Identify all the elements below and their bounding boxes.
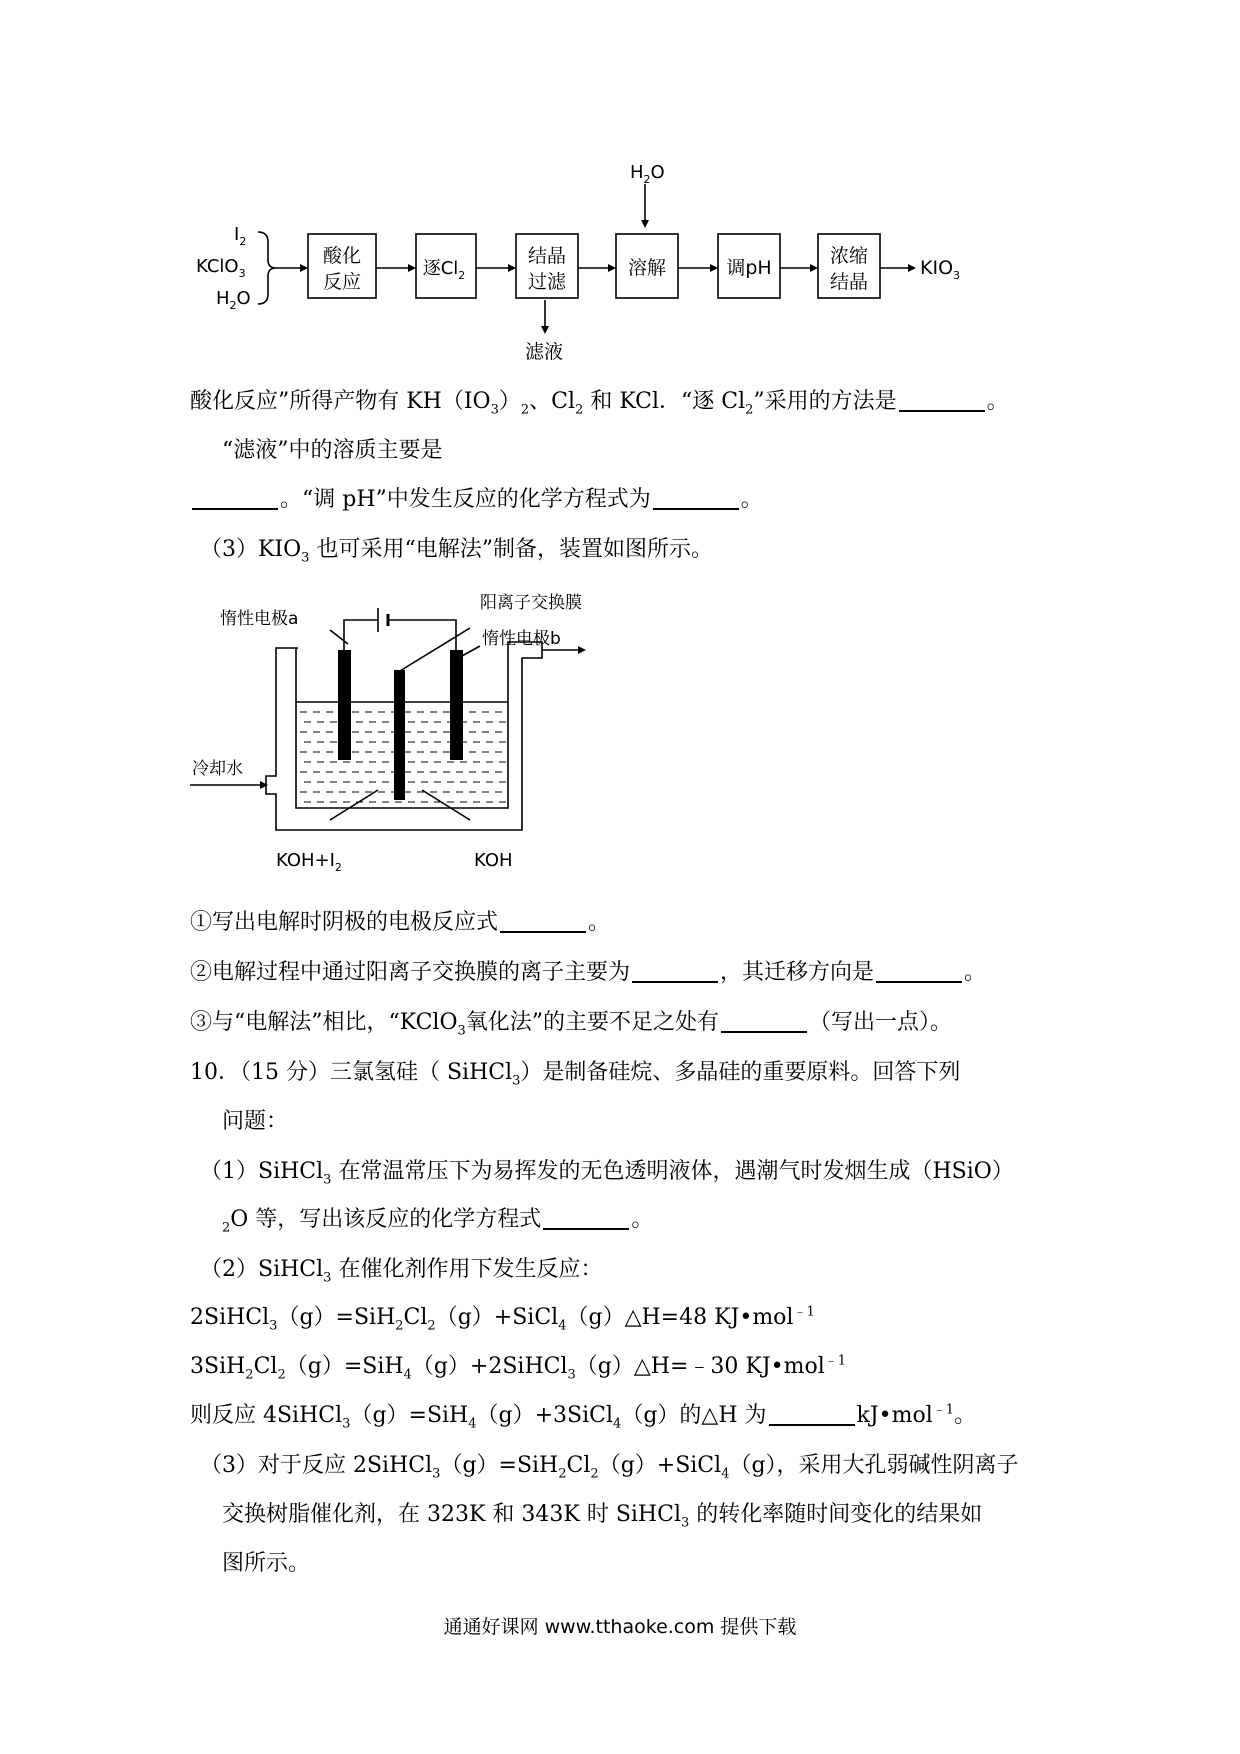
input-iodine: $I_2$ [234,224,247,248]
electrolysis-cell-diagram [180,580,620,890]
label-right-solution: KOH [474,850,513,871]
answer-blank[interactable] [500,909,586,933]
subq-2: （2）SiHCl$_3$ 在催化剂作用下发生反应： [200,1257,603,1286]
label-left-solution: $KOH+I_2$ [276,850,342,874]
label-cooling-water: 冷却水 [192,759,243,779]
subq-1-line2: $_2$O 等，写出该反应的化学方程式 。 [222,1207,654,1236]
subq-1-line1: （1）SiHCl$_3$ 在常温常压下为易挥发的无色透明液体，遇潮气时发烟生成（HSiO） [200,1159,1014,1188]
equation-3: 则反应 4SiHCl$_3$（g）=SiH$_4$（g）+3SiCl$_4$（g）的△H 为 kJ•mol$^{﹣1}$。 [190,1402,977,1432]
box-concentrate-line2: 结晶 [829,271,869,293]
answer-blank[interactable] [769,1402,855,1426]
question-1: ①写出电解时阴极的电极反应式 。 [190,910,611,935]
question-2: ②电解过程中通过阳离子交换膜的离子主要为 ，其迁移方向是 。 [190,960,987,985]
box-dissolve: 溶解 [627,257,667,279]
box-crystallize-line2: 过滤 [527,271,567,293]
box-acidify-line2: 反应 [322,271,362,293]
subq-3-line3: 图所示。 [222,1551,311,1576]
subq-3-line1: （3）对于反应 $2SiHCl_3(g)=SiH_2Cl_2(g)+SiCl_4(g)$，采用大孔弱碱性阴离子 [200,1453,1019,1482]
label-membrane: 阳离子交换膜 [480,593,582,613]
process-flow-diagram [180,160,1000,370]
box-remove-cl2: 逐$Cl_2$ [422,258,466,282]
problem-10-line2: 问题： [222,1109,289,1134]
label-electrode-a: 惰性电极a [220,609,299,629]
box-acidify-line1: 酸化 [322,245,362,267]
box-crystallize-line1: 结晶 [527,245,567,267]
product-kio3: $KIO_3$ [920,257,961,282]
label-electrode-b: 惰性电极b [482,629,561,649]
input-water: $H_2O$ [216,288,251,312]
water-input-top: $H_2O$ [630,162,665,186]
equation-2: $3SiH_2Cl_2(g)=SiH_4(g)+2SiHCl_3(g)\triangle H=﹣30$ KJ•mol$^{﹣1}$ [190,1353,847,1383]
box-adjust-ph: 调pH [726,257,772,279]
answer-blank[interactable] [543,1206,629,1230]
page-footer: 通通好课网 www.tthaoke.com 提供下载 [443,1616,797,1638]
answer-blank[interactable] [899,388,985,412]
equation-1: $2SiHCl_3(g)=SiH_2Cl_2(g)+SiCl_4(g)\triangle H=48$ KJ•mol$^{﹣1}$ [190,1304,815,1334]
filtrate-label: 滤液 [525,341,564,363]
text-line-2: “滤液”中的溶质主要是 [222,438,443,463]
question-3: ③与“电解法”相比，“KClO$_3$氧化法”的主要不足之处有 （写出一点）。 [190,1010,953,1039]
text-line-4: $(3)KIO_3$ 也可采用“电解法”制备，装置如图所示。 [200,537,713,566]
box-concentrate-line1: 浓缩 [829,245,869,267]
answer-blank[interactable] [721,1009,807,1033]
text-line-3: 。“调 pH”中发生反应的化学方程式为 。 [190,485,763,515]
answer-blank[interactable] [876,959,962,983]
answer-blank[interactable] [653,486,739,510]
subq-3-line2: 交换树脂催化剂，在 323K 和 343K 时 SiHCl$_3$ 的转化率随时间变化的结果如 [222,1502,983,1531]
answer-blank[interactable] [632,959,718,983]
text-line-1: 酸化反应”所得产物有 $KH(IO_3)_2$、$Cl_2$ 和 KCl．“逐 $Cl_2$”采用的方法是 。 [190,389,1009,418]
problem-10-line1: 10．（15 分）三氯氢硅（ SiHCl$_3$）是制备硅烷、多晶硅的重要原料。回答下列 [190,1060,961,1089]
answer-blank[interactable] [192,486,278,510]
input-kclo3: KClO$_3$ [196,256,246,280]
